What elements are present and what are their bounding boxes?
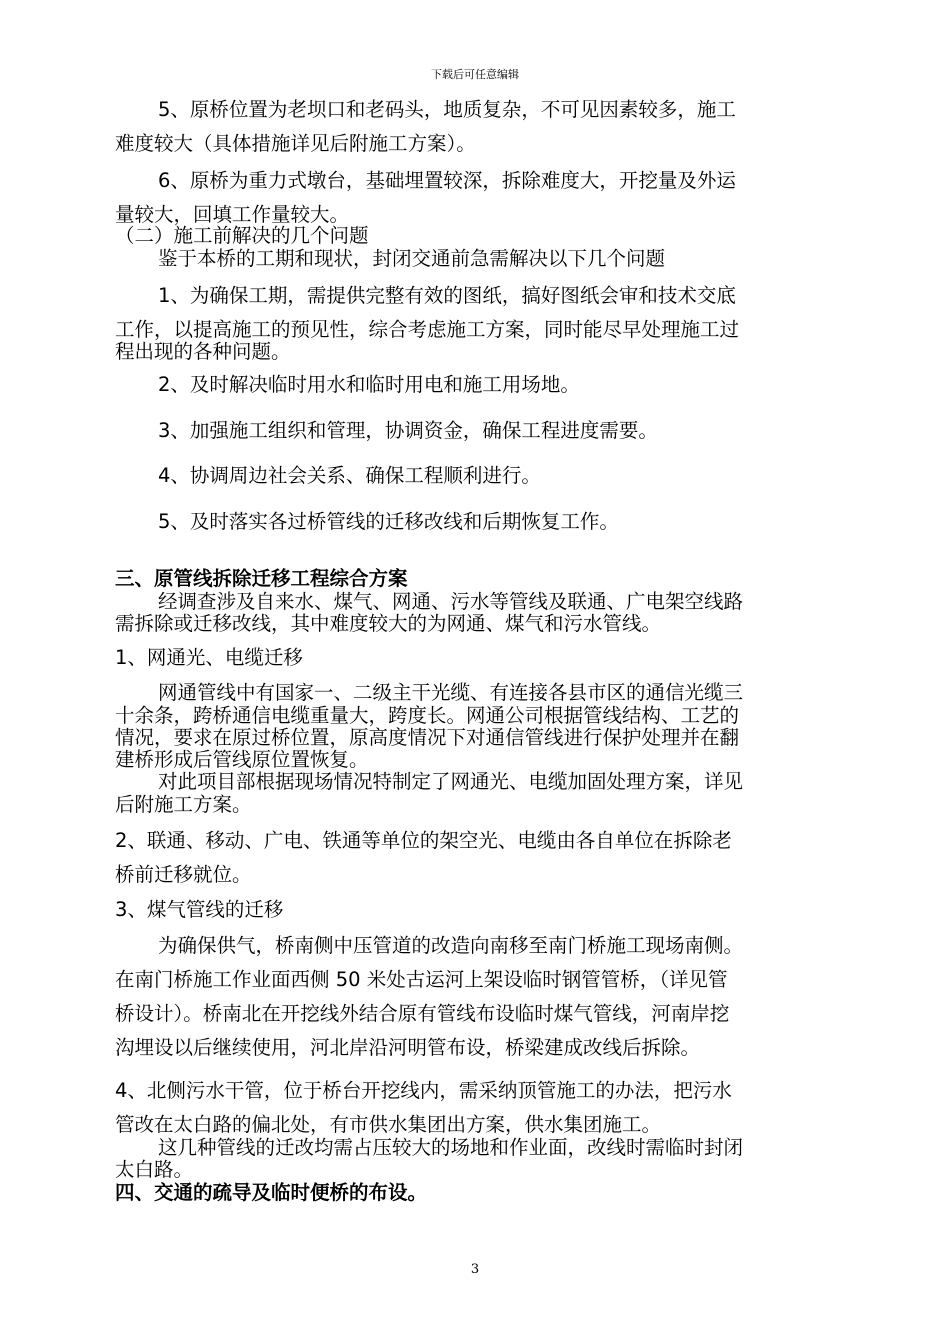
text-line: 难度较大（具体措施详见后附施工方案）。 [115,132,476,155]
text-line: 1、为确保工期，需提供完整有效的图纸，搞好图纸会审和技术交底 [158,284,736,307]
text-line: 在南门桥施工作业面西侧 50 米处古运河上架设临时钢管管桥，（详见管 [115,968,728,991]
text-line: 桥设计）。桥南北在开挖线外结合原有管线布设临时煤气管线，河南岸挖 [115,1002,730,1025]
text-line: 3、加强施工组织和管理，协调资金，确保工程进度需要。 [158,419,658,442]
text-line: 1、网通光、电缆迁移 [115,646,303,669]
text-line: 3、煤气管线的迁移 [115,898,284,921]
text-line: 需拆除或迁移改线，其中难度较大的为网通、煤气和污水管线。 [115,612,662,635]
text-line: 情况，要求在原过桥位置，原高度情况下对通信管线进行保护处理并在翻 [115,726,740,749]
text-line: 5、原桥位置为老坝口和老码头，地质复杂，不可见因素较多，施工 [158,98,736,121]
text-line: 这几种管线的迁改均需占压较大的场地和作业面，改线时需临时封闭 [158,1136,744,1159]
text-line: 工作，以提高施工的预见性，综合考虑施工方案，同时能尽早处理施工过 [115,318,740,341]
text-line: 量较大，回填工作量较大。 [115,203,350,226]
text-line: 2、及时解决临时用水和临时用电和施工用场地。 [158,373,580,396]
text-line: 2、联通、移动、广电、铁通等单位的架空光、电缆由各自单位在拆除老 [115,829,732,852]
text-line: 管改在太白路的偏北处，有市供水集团出方案，供水集团施工。 [115,1113,662,1136]
text-line: 网通管线中有国家一、二级主干光缆、有连接各县市区的通信光缆三 [158,681,744,704]
section-heading: 三、原管线拆除迁移工程综合方案 [115,567,408,590]
text-line: 建桥形成后管线原位置恢复。 [115,748,369,771]
text-line: 桥前迁移就位。 [115,863,252,886]
text-line: 经调查涉及自来水、煤气、网通、污水等管线及联通、广电架空线路 [158,590,744,613]
text-line: 6、原桥为重力式墩台，基础埋置较深，拆除难度大，开挖量及外运 [158,169,736,192]
text-line: 沟埋设以后继续使用，河北岸沿河明管布设，桥梁建成改线后拆除。 [115,1036,701,1059]
text-line: 太白路。 [115,1158,194,1181]
page-header: 下载后可任意编辑 [431,68,519,81]
text-line: 为确保供气，桥南侧中压管道的改造向南移至南门桥施工现场南侧。 [158,934,744,957]
text-line: 十余条，跨桥通信电缆重量大，跨度长。网通公司根据管线结构、工艺的 [115,704,740,727]
text-line: 鉴于本桥的工期和现状，封闭交通前急需解决以下几个问题 [158,247,666,270]
section-heading: 四、交通的疏导及临时便桥的布设。 [115,1181,428,1204]
text-line: 后附施工方案。 [115,793,252,816]
text-line: 4、北侧污水干管，位于桥台开挖线内，需采纳顶管施工的办法，把污水 [115,1079,732,1102]
page-number: 3 [470,1262,480,1277]
text-line: 4、协调周边社会关系、确保工程顺利进行。 [158,464,541,487]
text-line: 5、及时落实各过桥管线的迁移改线和后期恢复工作。 [158,510,619,533]
text-line: 程出现的各种问题。 [115,340,291,363]
section-subheading: （二）施工前解决的几个问题 [115,224,369,247]
text-line: 对此项目部根据现场情况特制定了网通光、电缆加固处理方案，详见 [158,770,744,793]
